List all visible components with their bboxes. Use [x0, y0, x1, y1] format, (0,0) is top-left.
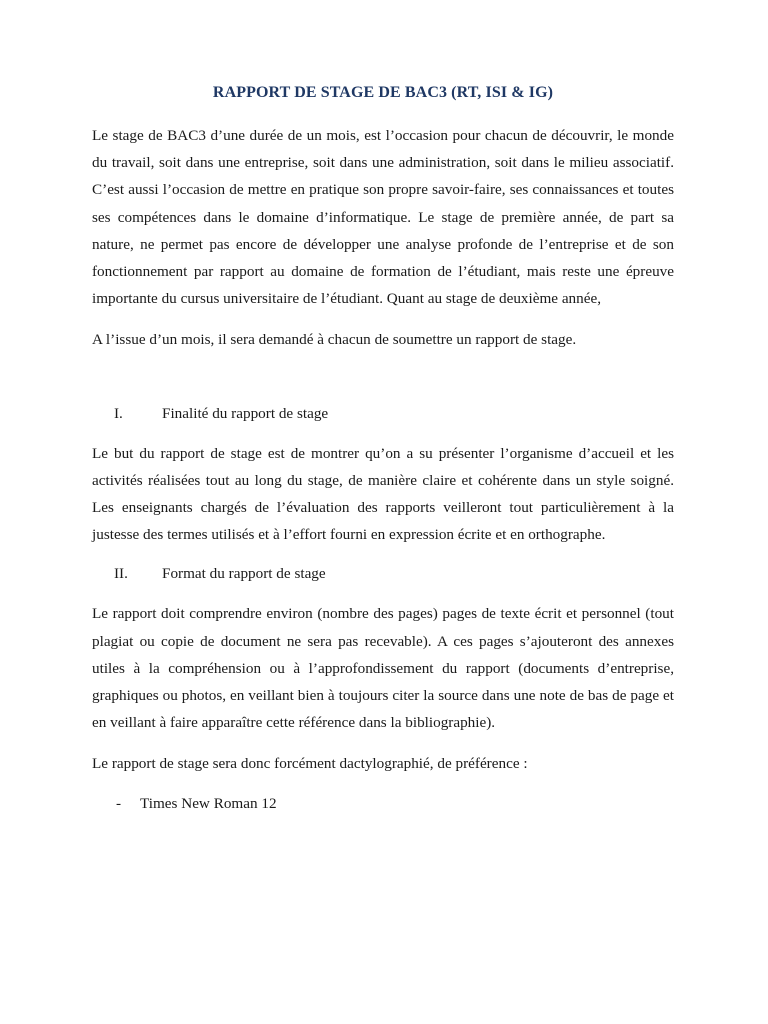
section-2-paragraph-2: Le rapport de stage sera donc forcément dactylographié, de préférence :	[92, 755, 528, 773]
section-heading-1	[92, 402, 674, 426]
bullet-text: Times New Roman 12	[140, 794, 277, 812]
document-title: RAPPORT DE STAGE DE BAC3 (RT, ISI & IG)	[212, 84, 554, 101]
section-heading-text: Finalité du rapport de stage	[162, 404, 329, 422]
intro-paragraph-2: A l’issue d’un mois, il sera demandé à chacun de soumettre un rapport de stage.	[92, 331, 577, 349]
list-item	[92, 792, 674, 816]
intro-paragraph: Le stage de BAC3 d’une durée de un mois, est l’occasion pour chacun de découvrir, le monde du travail, soit dans une entreprise, soit dans une administration, soit dans le milieu associatif. C’est aussi l’occasion de mettre en pratique son propre savoir-faire, ses connaissances et toutes ses compétences dans le domaine d’informatique. Le stage de première année, de part sa nature, ne permet pas encore de développer une analyse profonde de l’entreprise et de son fonctionnement par rapport au domaine de formation de l’étudiant, mais reste une épreuve importante du cursus universitaire de l’étudiant. Quant au stage de deuxième année,	[92, 127, 674, 308]
bullet-marker: -	[116, 794, 122, 812]
section-number: I.	[114, 404, 123, 422]
document-page	[92, 84, 674, 816]
section-2-paragraph: Le rapport doit comprendre environ (nombre des pages) pages de texte écrit et personnel (tout plagiat ou copie de document ne sera pas recevable). A ces pages s’ajouteront des annexes utiles à la compréhension ou à l’approfondissement du rapport (documents d’entreprise, graphiques ou photos, en veillant bien à toujours citer la source dans une note de bas de page et en veillant à faire apparaître cette référence dans la bibliographie).	[92, 605, 674, 732]
spacer	[92, 368, 674, 402]
section-number: II.	[114, 565, 128, 583]
section-1-paragraph: Le but du rapport de stage est de montrer qu’on a su présenter l’organisme d’accueil et les activités réalisées tout au long du stage, de manière claire et cohérente dans un style soigné. Les enseignants chargés de l’évaluation des rapports veilleront tout particulièrement à la justesse des termes utilisés et à l’effort fourni en expression écrite et en orthographe.	[92, 444, 674, 544]
section-heading-text: Format du rapport de stage	[162, 565, 326, 583]
section-heading-2	[92, 562, 674, 586]
